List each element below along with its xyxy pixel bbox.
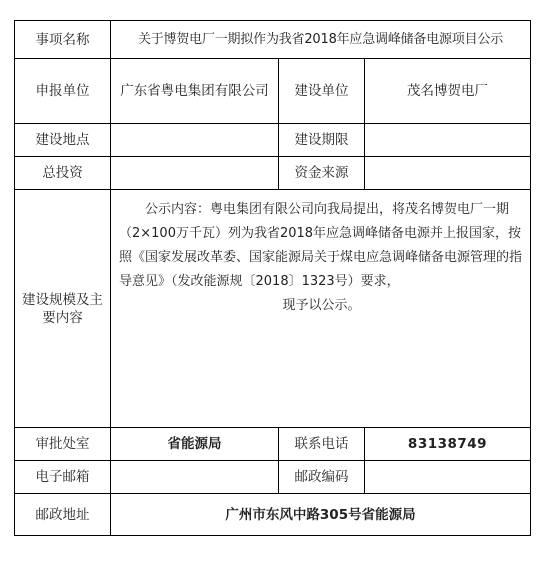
email-label: 电子邮箱	[15, 461, 111, 494]
phone-value: 83138749	[365, 428, 531, 461]
row-applicant	[15, 59, 531, 124]
applicant-label: 申报单位	[15, 59, 111, 124]
announcement-text: 公示内容：粤电集团有限公司向我局提出，将茂名博贺电厂一期（2×100万千瓦）列为我省2018年应急调峰储备电源并上报国家，按照《国家发展改革委、国家能源局关于煤电应急调峰储备电源管理的指导意见》（发改能源规〔2018〕1323号）要求，	[119, 202, 523, 289]
row-address	[15, 494, 531, 536]
period-label: 建设期限	[279, 124, 365, 157]
row-investment	[15, 157, 531, 190]
phone-label: 联系电话	[279, 428, 365, 461]
row-item-name	[15, 21, 531, 59]
email-value	[111, 461, 279, 494]
row-location	[15, 124, 531, 157]
row-scale	[15, 190, 531, 428]
period-value	[365, 124, 531, 157]
approval-value: 省能源局	[111, 428, 279, 461]
item-name-label: 事项名称	[15, 21, 111, 59]
scale-label: 建设规模及主要内容	[15, 190, 111, 428]
address-label: 邮政地址	[15, 494, 111, 536]
investment-label: 总投资	[15, 157, 111, 190]
fund-source-value	[365, 157, 531, 190]
row-email	[15, 461, 531, 494]
announcement-form	[14, 20, 530, 574]
postcode-value	[365, 461, 531, 494]
investment-value	[111, 157, 279, 190]
item-name-value: 关于博贺电厂一期拟作为我省2018年应急调峰储备电源项目公示	[111, 21, 531, 59]
builder-label: 建设单位	[279, 59, 365, 124]
form-table	[14, 20, 531, 536]
approval-label: 审批处室	[15, 428, 111, 461]
location-label: 建设地点	[15, 124, 111, 157]
location-value	[111, 124, 279, 157]
announcement-closing: 现予以公示。	[282, 298, 361, 313]
postcode-label: 邮政编码	[279, 461, 365, 494]
applicant-value: 广东省粤电集团有限公司	[111, 59, 279, 124]
row-approval	[15, 428, 531, 461]
fund-source-label: 资金来源	[279, 157, 365, 190]
address-value: 广州市东风中路305号省能源局	[111, 494, 531, 536]
scale-content	[111, 190, 531, 428]
builder-value: 茂名博贺电厂	[365, 59, 531, 124]
